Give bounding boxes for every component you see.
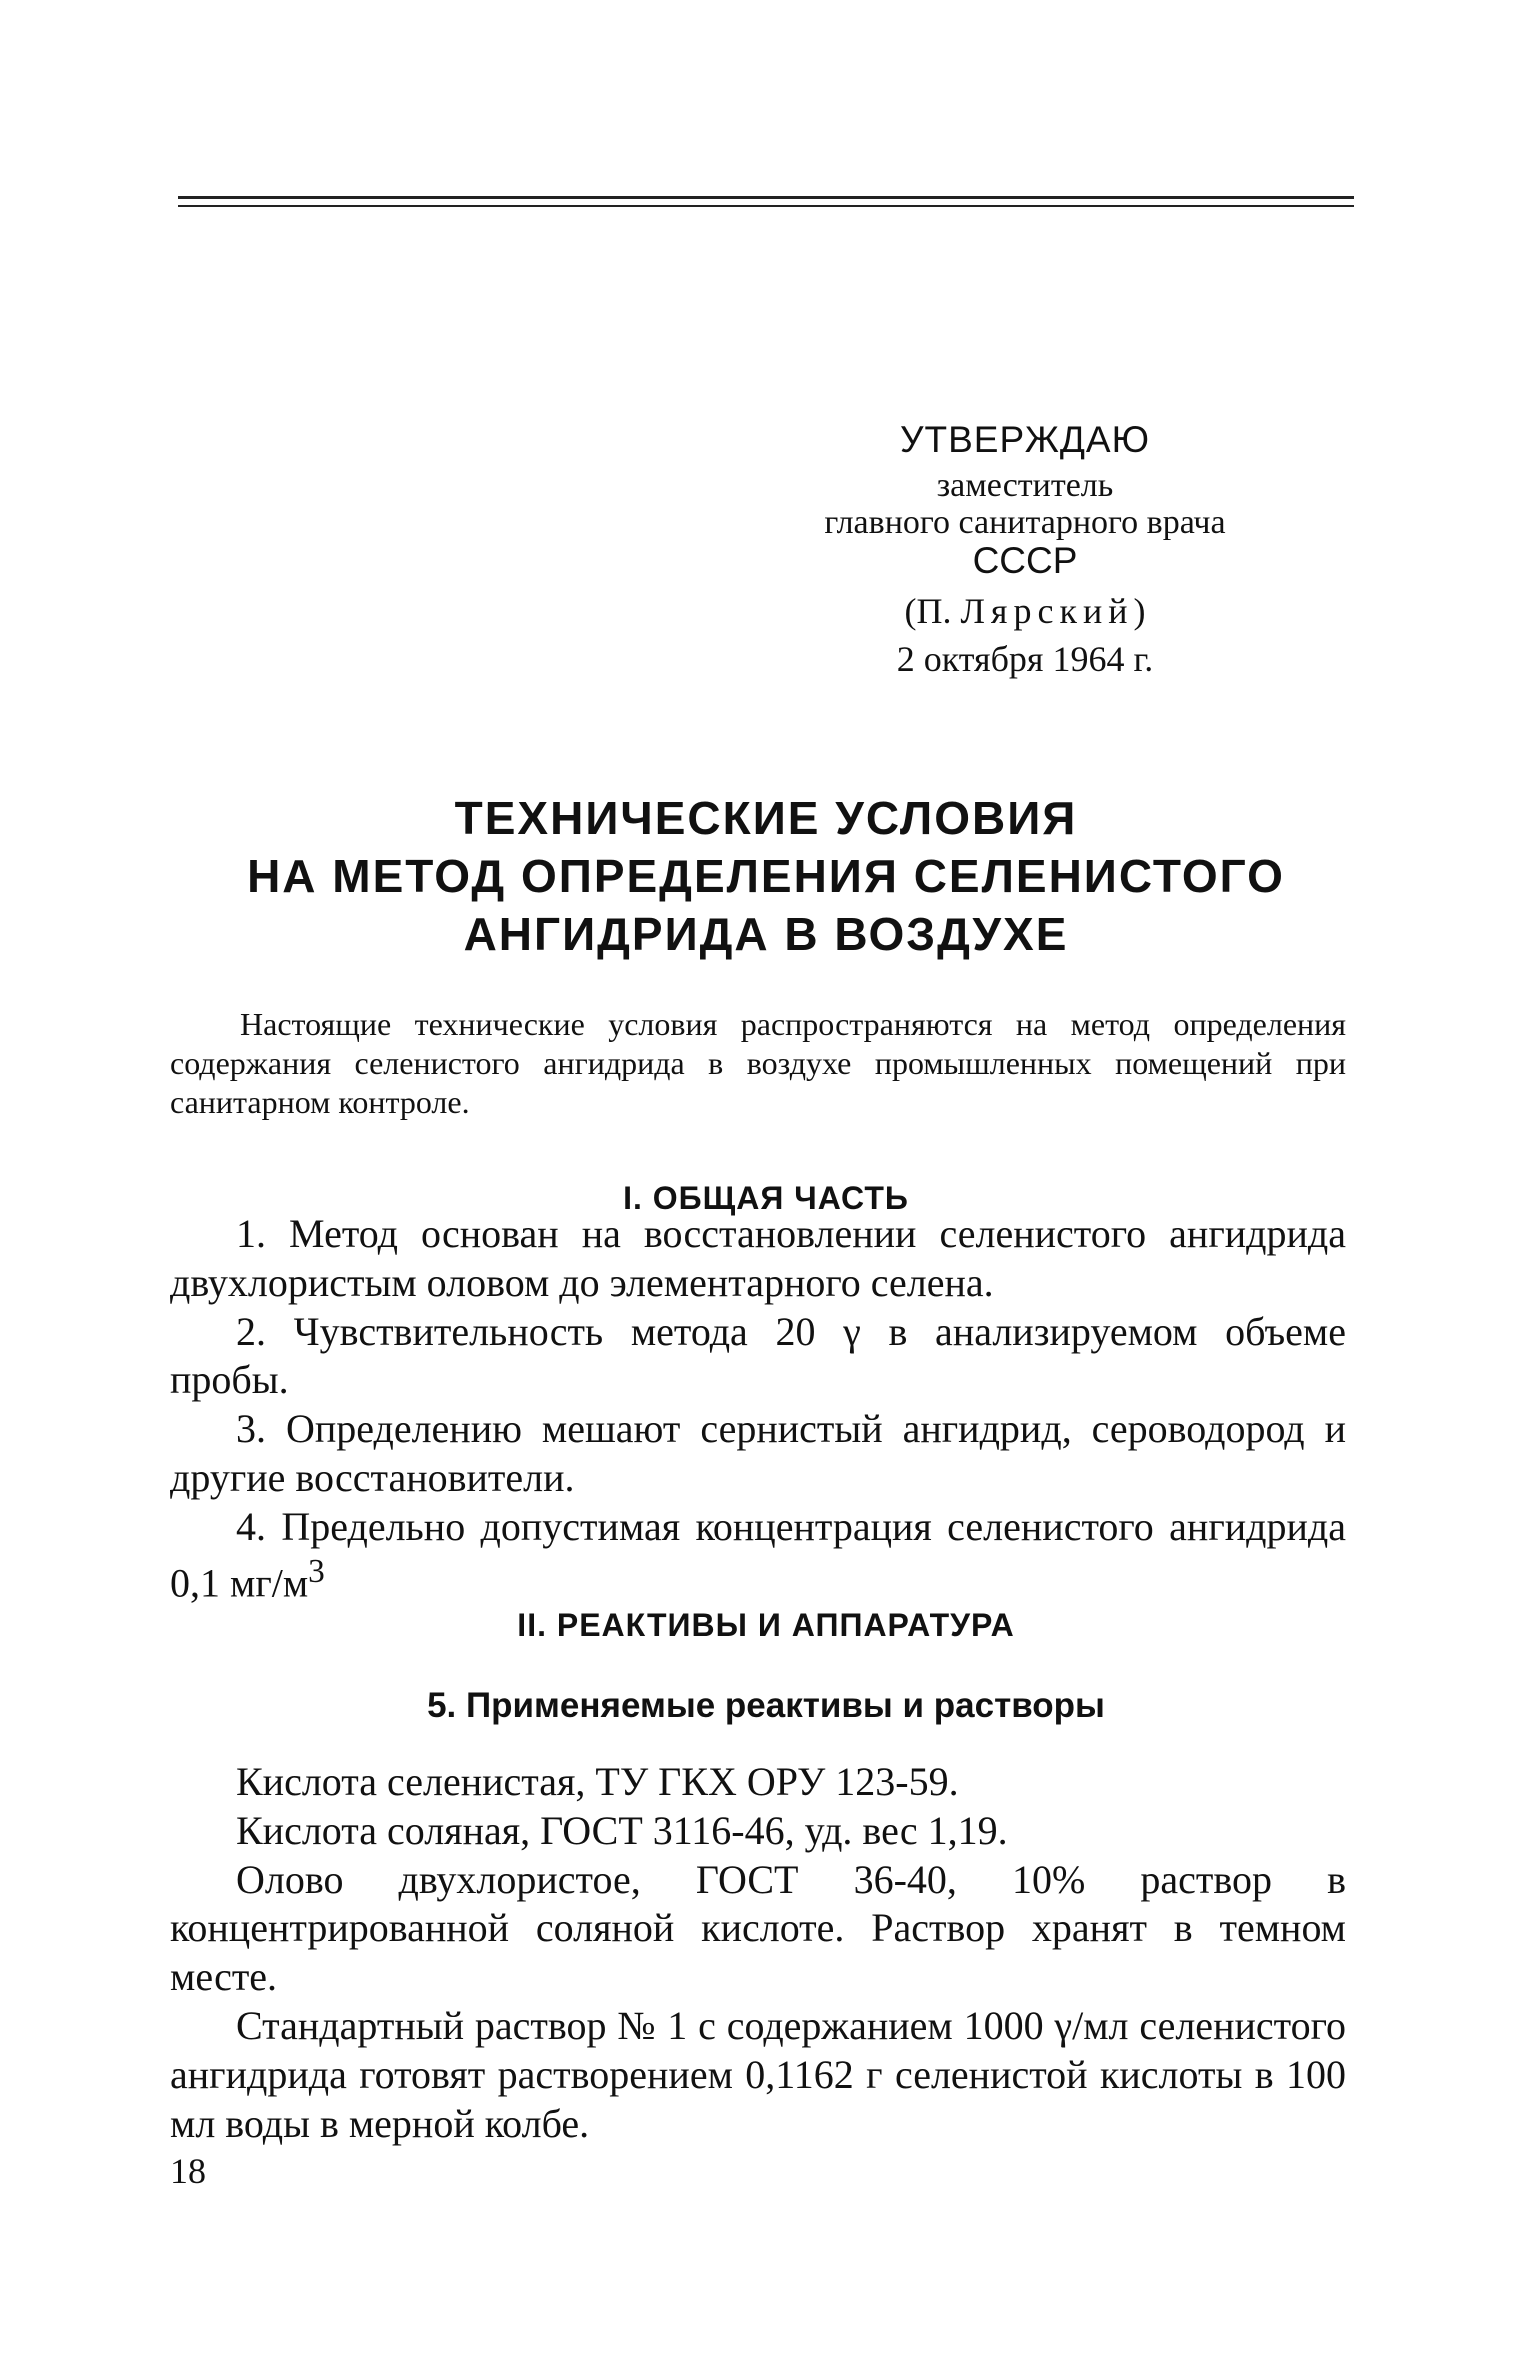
reagent-item-4: Стандартный раствор № 1 с содержанием 1000 γ/мл селенистого ангидрида готовят растворением 0,1162 г селенистой кислоты в 100 мл воды в мерной колбе. — [170, 2002, 1346, 2146]
reagent-item-3: Олово двухлористое, ГОСТ 36-40, 10% раствор в концентрированной соляной кислоте. Раствор хранят в темном месте. — [170, 1856, 1346, 2000]
section-2-body — [170, 1758, 1346, 2148]
intro-paragraph: Настоящие технические условия распространяются на метод определения содержания селенистого ангидрида в воздухе промышленных помещений при санитарном контроле. — [170, 1006, 1346, 1121]
approval-position-line1: заместитель — [936, 466, 1114, 504]
approval-country: СССР — [972, 540, 1078, 582]
section-1-heading: I. ОБЩАЯ ЧАСТЬ — [623, 1180, 909, 1216]
reagent-item-1: Кислота селенистая, ТУ ГКХ ОРУ 123-59. — [236, 1759, 959, 1804]
title-line-1: ТЕХНИЧЕСКИЕ УСЛОВИЯ — [454, 792, 1078, 844]
top-rule-thin — [178, 205, 1354, 207]
reagent-item-2: Кислота соляная, ГОСТ 3116-46, уд. вес 1,19. — [236, 1807, 1008, 1853]
section-2-subheading: 5. Применяемые реактивы и растворы — [427, 1686, 1105, 1725]
section-1-item-4-text: 4. Предельно допустимая концентрация селенистого ангидрида 0,1 мг/м — [170, 1503, 1346, 1605]
section-1-body — [170, 1210, 1346, 1608]
document-title — [178, 790, 1354, 964]
section-2-heading: II. РЕАКТИВЫ И АППАРАТУРА — [517, 1607, 1015, 1643]
approval-position-line2: главного санитарного врача — [824, 504, 1226, 542]
approval-signatory — [760, 592, 1290, 632]
approval-name-open: (П. — [904, 591, 961, 632]
approval-date: 2 октября 1964 г. — [896, 638, 1154, 679]
intro-paragraph-block — [170, 1005, 1346, 1122]
title-line-3: АНГИДРИДА В ВОЗДУХЕ — [463, 907, 1069, 960]
section-1-item-4-superscript: 3 — [308, 1552, 325, 1590]
section-1-item-3: 3. Определению мешают сернистый ангидрид, сероводород и другие восстановители. — [170, 1406, 1346, 1500]
approval-block — [760, 420, 1290, 679]
section-1-item-4 — [170, 1503, 1346, 1608]
top-rule — [178, 196, 1354, 199]
title-line-2: НА МЕТОД ОПРЕДЕЛЕНИЯ СЕЛЕНИСТОГО — [247, 849, 1285, 902]
section-1-item-2: 2. Чувствительность метода 20 γ в анализируемом объеме пробы. — [170, 1308, 1346, 1403]
section-1-item-1: 1. Метод основан на восстановлении селенистого ангидрида двухлористым оловом до элементарного селена. — [170, 1211, 1346, 1305]
approval-heading: УТВЕРЖДАЮ — [899, 419, 1150, 460]
approval-surname: Лярский — [960, 591, 1134, 632]
page-number: 18 — [170, 2151, 206, 2191]
approval-name-close: ) — [1133, 591, 1146, 632]
